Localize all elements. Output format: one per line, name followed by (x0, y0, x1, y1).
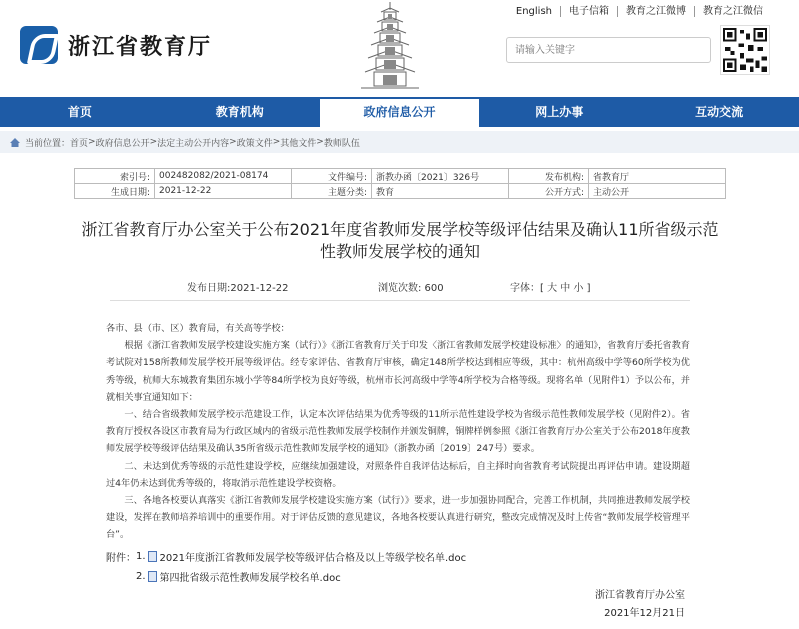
attachment-item (106, 549, 466, 564)
breadcrumb-home[interactable]: 首页 (70, 138, 89, 149)
top-link-english[interactable]: English (515, 6, 552, 17)
pagoda-illustration (355, 0, 425, 97)
nav-interaction[interactable]: 互动交流 (695, 105, 744, 119)
article-body (106, 320, 690, 544)
meta-key-category: 主题分类: (292, 184, 372, 199)
nav-home[interactable]: 首页 (67, 105, 92, 119)
meta-value-publisher: 省教育厅 (589, 169, 726, 184)
breadcrumb-sep: > (272, 137, 281, 147)
breadcrumb (0, 131, 799, 153)
salutation: 各市、县（市、区）教育局，有关高等学校： (106, 323, 290, 334)
top-link-weibo[interactable]: 教育之江微博 (617, 6, 694, 17)
meta-value-doc-number: 浙教办函〔2021〕326号 (372, 169, 509, 184)
breadcrumb-gov-info[interactable]: 政府信息公开 (95, 138, 150, 149)
attachment-index: 2. (136, 571, 146, 582)
attachments-label: 附件： (106, 553, 136, 564)
site-logo[interactable] (20, 26, 212, 64)
location-icon (10, 138, 20, 147)
meta-key-created: 生成日期: (75, 184, 155, 199)
main-nav (0, 97, 799, 127)
breadcrumb-label: 当前位置： (25, 138, 71, 149)
top-link-wechat[interactable]: 教育之江微信 (694, 6, 771, 17)
meta-value-disclosure: 主动公开 (589, 184, 726, 199)
font-size-switcher[interactable]: 字体：[ 大 中 小 ] (510, 283, 591, 294)
meta-value-index: 002482082/2021-08174 (155, 169, 292, 184)
meta-row (75, 184, 726, 199)
paragraph: 二、未达到优秀等级的示范性建设学校，应继续加强建设，对照条件自我评估达标后，自主择时向省教育考试院提出再评估申请。建设期超过4年仍未达到优秀等级的，将取消示范性建设学校资格。 (106, 460, 690, 489)
view-count: 浏览次数: 600 (378, 283, 444, 294)
breadcrumb-sep: > (88, 137, 96, 147)
divider (110, 300, 690, 301)
qr-code-icon (720, 25, 770, 75)
search-input[interactable] (506, 37, 711, 63)
top-link-email[interactable]: 电子信箱 (560, 6, 617, 17)
meta-key-disclosure: 公开方式: (509, 184, 589, 199)
signature: 浙江省教育厅办公室 (595, 590, 685, 601)
attachment-link[interactable]: 第四批省级示范性教师发展学校名单.doc (159, 573, 341, 584)
doc-file-icon (148, 551, 157, 562)
breadcrumb-sep: > (149, 137, 158, 147)
meta-key-index: 索引号: (75, 169, 155, 184)
breadcrumb-statutory[interactable]: 法定主动公开内容 (157, 138, 230, 149)
site-header (0, 0, 799, 97)
meta-value-category: 教育 (372, 184, 509, 199)
logo-icon (20, 26, 58, 64)
document-meta-table (74, 168, 726, 199)
breadcrumb-other[interactable]: 其他文件 (280, 138, 317, 149)
breadcrumb-policy[interactable]: 政策文件 (236, 138, 273, 149)
meta-row (75, 169, 726, 184)
publish-date: 发布日期:2021-12-22 (187, 283, 289, 294)
attachment-link[interactable]: 2021年度浙江省教师发展学校等级评估合格及以上等级学校名单.doc (159, 553, 467, 564)
meta-key-doc-number: 文件编号: (292, 169, 372, 184)
breadcrumb-teachers[interactable]: 教师队伍 (323, 138, 360, 149)
paragraph: 三、各地各校要认真落实《浙江省教师发展学校建设实施方案（试行）》要求，进一步加强协同配合，完善工作机制，共同推进教师发展学校建设，发挥在教师培养培训中的重要作用。对于评估反馈的意见建议，各地各校要认真进行研究，整改完成情况及时上传省“教师发展学校管理平台”。 (106, 495, 690, 541)
breadcrumb-sep: > (229, 137, 237, 147)
meta-key-publisher: 发布机构: (509, 169, 589, 184)
doc-file-icon (148, 571, 157, 582)
paragraph: 根据《浙江省教师发展学校建设实施方案（试行）》《浙江省教育厅关于印发〈浙江省教师发展学校建设标准〉的通知》，省教育厅委托省教育考试院对158所教师发展学校开展等级评估。经专家评估、省教育厅审核，确定148所学校达到相应等级，其中：杭州高级中学等60所学校为优秀等级，杭师大东城教育集团东城小学等84所学校为良好等级，杭州市长河高级中学等4所学校为合格等级。现将名单（见附件1）予以公布，并就相关事宜通知如下： (106, 340, 690, 403)
nav-institutions[interactable]: 教育机构 (215, 105, 264, 119)
nav-online-services[interactable]: 网上办事 (535, 105, 584, 119)
top-links (508, 6, 771, 17)
paragraph: 一、结合省级教师发展学校示范建设工作，认定本次评估结果为优秀等级的11所示范性建设学校为省级示范性教师发展学校（见附件2）。省教育厅授权各设区市教育局为行政区域内的省级示范性教师发展学校制作并颁发铜牌，铜牌样例参照《浙江省教育厅办公室关于公布2018年度教师发展学校等级评估结果及确认35所省级示范性教师发展学校的通知》（浙教办函〔2019〕247号）要求。 (106, 409, 690, 455)
attachment-index: 1. (136, 551, 146, 562)
site-title: 浙江省教育厅 (68, 34, 213, 60)
attachment-item (136, 569, 341, 584)
article-title: 浙江省教育厅办公室关于公布2021年度省教师发展学校等级评估结果及确认11所省级示范性教师发展学校的通知 (81, 220, 719, 261)
meta-value-created: 2021-12-22 (155, 184, 292, 199)
sign-date: 2021年12月21日 (604, 608, 685, 619)
nav-gov-info[interactable]: 政府信息公开 (320, 97, 480, 127)
breadcrumb-sep: > (316, 137, 324, 147)
